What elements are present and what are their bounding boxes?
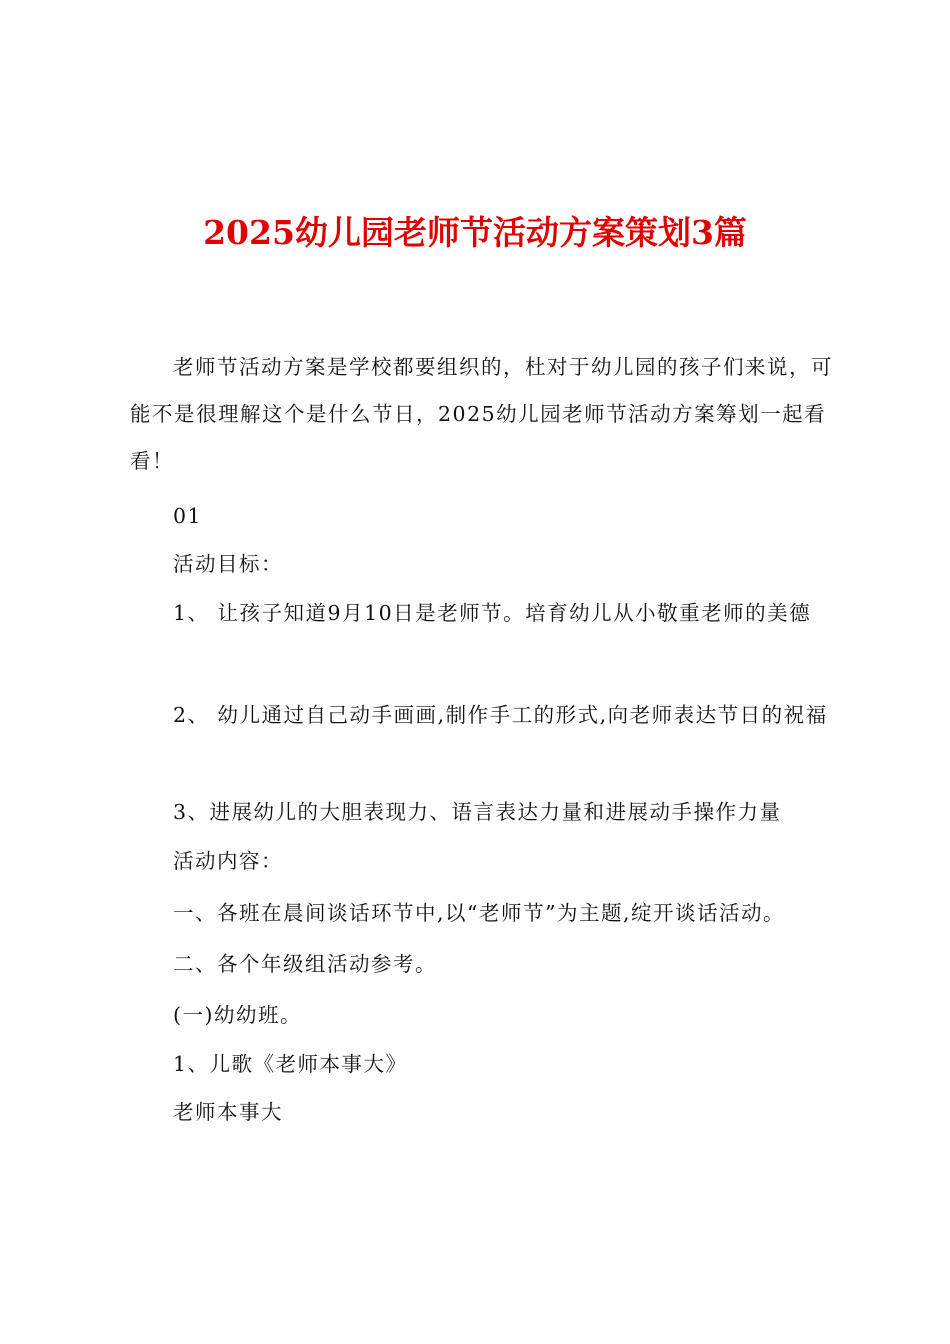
song-title: 1、儿歌《老师本事大》 [173,1052,408,1076]
content-item-1: 一、各班在晨间谈话环节中,以“老师节”为主题,绽开谈话活动。 [173,901,785,925]
document-title: 2025幼儿园老师节活动方案策划3篇 [203,213,747,252]
content-heading: 活动内容： [173,849,283,873]
class-heading: (一)幼幼班。 [173,1003,302,1027]
song-line: 老师本事大 [173,1100,283,1124]
content-item-2: 二、各个年级组活动参考。 [173,952,437,976]
goal-item-2: 2、 幼儿通过自己动手画画,制作手工的形式,向老师表达节日的祝福 [173,703,828,727]
goal-item-3: 3、进展幼儿的大胆表现力、语言表达力量和进展动手操作力量 [173,800,782,824]
goal-item-1: 1、 让孩子知道9月10日是老师节。培育幼儿从小敬重老师的美德 [173,601,812,625]
intro-paragraph: 老师节活动方案是学校都要组织的，杜对于幼儿园的孩子们来说，可能不是很理解这个是什么节日，2025幼儿园老师节活动方案筹划一起看看！ [130,355,833,473]
goals-heading: 活动目标： [173,552,283,576]
section-number: 01 [173,504,203,528]
